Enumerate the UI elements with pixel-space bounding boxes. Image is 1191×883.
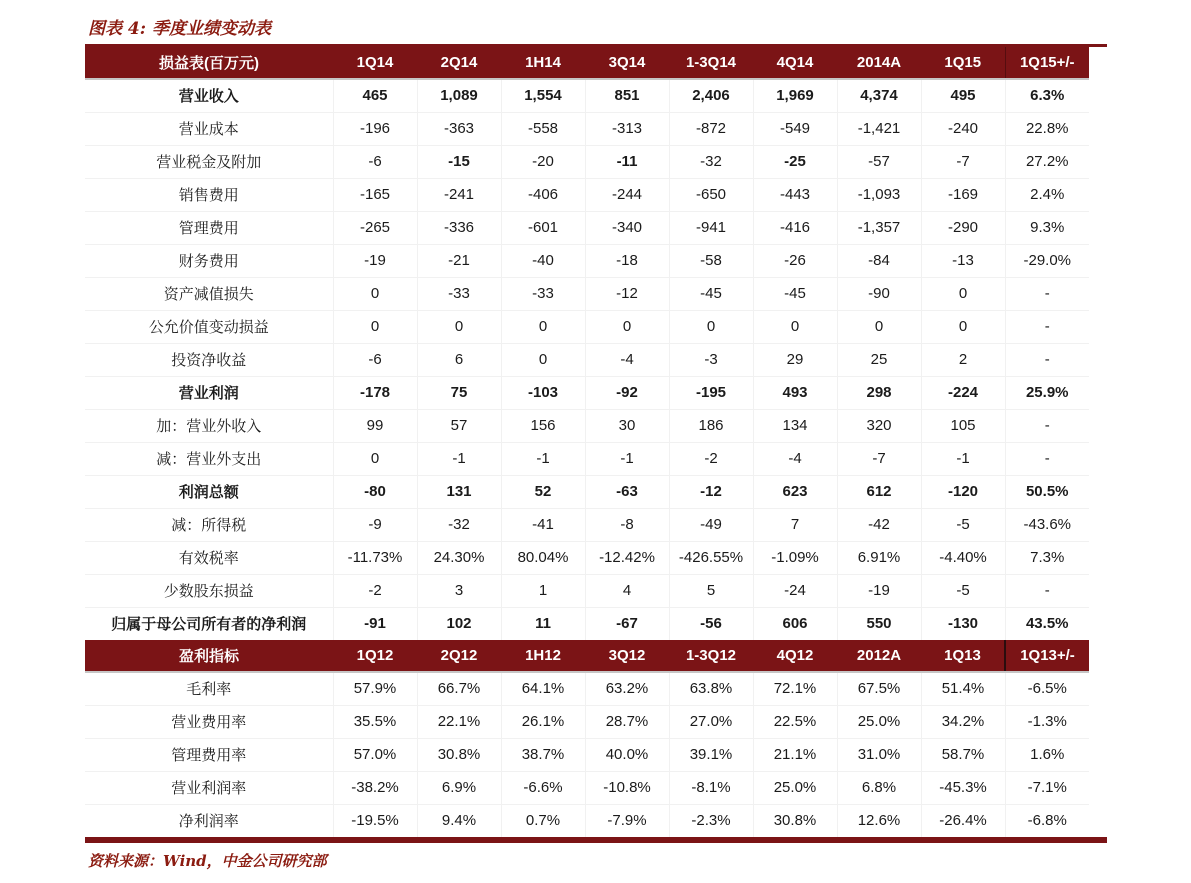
table-row	[85, 178, 1089, 211]
value-cell: -426.55%	[669, 541, 753, 574]
row-label: 加：营业外收入	[85, 409, 333, 442]
value-cell: -1,421	[837, 112, 921, 145]
table-row	[85, 574, 1089, 607]
value-cell: -32	[417, 508, 501, 541]
row-label: 净利润率	[85, 804, 333, 837]
value-cell: 2,406	[669, 79, 753, 112]
value-cell: -	[1005, 310, 1089, 343]
value-cell: -650	[669, 178, 753, 211]
source-note: 资料来源：Wind，中金公司研究部	[88, 852, 327, 870]
value-cell: -26.4%	[921, 804, 1005, 837]
value-cell: 30.8%	[753, 804, 837, 837]
value-cell: -2.3%	[669, 804, 753, 837]
value-cell: -165	[333, 178, 417, 211]
value-cell: -12	[585, 277, 669, 310]
value-cell: 26.1%	[501, 705, 585, 738]
value-cell: -1	[501, 442, 585, 475]
value-cell: -91	[333, 607, 417, 640]
value-cell: -57	[837, 145, 921, 178]
value-cell: 623	[753, 475, 837, 508]
table-row	[85, 79, 1089, 112]
table-row	[85, 508, 1089, 541]
value-cell: -6	[333, 145, 417, 178]
value-cell: -45.3%	[921, 771, 1005, 804]
table-row	[85, 343, 1089, 376]
value-cell: -241	[417, 178, 501, 211]
value-cell: 43.5%	[1005, 607, 1089, 640]
value-cell: -90	[837, 277, 921, 310]
value-cell: 6	[417, 343, 501, 376]
table-row	[85, 376, 1089, 409]
value-cell: -	[1005, 574, 1089, 607]
value-cell: -4.40%	[921, 541, 1005, 574]
value-cell: -224	[921, 376, 1005, 409]
value-cell: 0.7%	[501, 804, 585, 837]
value-cell: -63	[585, 475, 669, 508]
value-cell: -6.8%	[1005, 804, 1089, 837]
value-cell: 1.6%	[1005, 738, 1089, 771]
value-cell: -29.0%	[1005, 244, 1089, 277]
value-cell: -1	[921, 442, 1005, 475]
value-cell: -244	[585, 178, 669, 211]
value-cell: 0	[333, 310, 417, 343]
value-cell: -7	[921, 145, 1005, 178]
value-cell: -19	[333, 244, 417, 277]
value-cell: -416	[753, 211, 837, 244]
header-row	[85, 47, 1089, 79]
value-cell: 1,089	[417, 79, 501, 112]
value-cell: -549	[753, 112, 837, 145]
row-label: 资产减值损失	[85, 277, 333, 310]
value-cell: 39.1%	[669, 738, 753, 771]
value-cell: -8.1%	[669, 771, 753, 804]
value-cell: 58.7%	[921, 738, 1005, 771]
value-cell: -33	[501, 277, 585, 310]
value-cell: 99	[333, 409, 417, 442]
period-header: 1Q15	[921, 47, 1005, 79]
value-cell: -406	[501, 178, 585, 211]
value-cell: 25.9%	[1005, 376, 1089, 409]
value-cell: -3	[669, 343, 753, 376]
row-label: 销售费用	[85, 178, 333, 211]
period-header: 1-3Q12	[669, 640, 753, 672]
value-cell: 52	[501, 475, 585, 508]
value-cell: 7	[753, 508, 837, 541]
period-header: 1Q13+/-	[1005, 640, 1089, 672]
value-cell: -	[1005, 343, 1089, 376]
row-label: 减：所得税	[85, 508, 333, 541]
value-cell: -38.2%	[333, 771, 417, 804]
value-cell: 6.9%	[417, 771, 501, 804]
value-cell: -	[1005, 277, 1089, 310]
value-cell: -67	[585, 607, 669, 640]
value-cell: 3	[417, 574, 501, 607]
value-cell: -20	[501, 145, 585, 178]
value-cell: 12.6%	[837, 804, 921, 837]
row-label-header: 盈利指标	[85, 640, 333, 672]
period-header: 1Q15+/-	[1005, 47, 1089, 79]
row-label: 财务费用	[85, 244, 333, 277]
row-label: 管理费用率	[85, 738, 333, 771]
value-cell: -33	[417, 277, 501, 310]
period-header: 3Q14	[585, 47, 669, 79]
value-cell: 51.4%	[921, 672, 1005, 705]
value-cell: 21.1%	[753, 738, 837, 771]
value-cell: -49	[669, 508, 753, 541]
value-cell: -18	[585, 244, 669, 277]
value-cell: -196	[333, 112, 417, 145]
period-header: 2Q12	[417, 640, 501, 672]
row-label: 利润总额	[85, 475, 333, 508]
value-cell: 57.0%	[333, 738, 417, 771]
value-cell: 493	[753, 376, 837, 409]
value-cell: 495	[921, 79, 1005, 112]
value-cell: -2	[333, 574, 417, 607]
value-cell: 25.0%	[837, 705, 921, 738]
value-cell: 4	[585, 574, 669, 607]
table-row	[85, 607, 1089, 640]
value-cell: 24.30%	[417, 541, 501, 574]
value-cell: 34.2%	[921, 705, 1005, 738]
period-header: 2014A	[837, 47, 921, 79]
value-cell: 5	[669, 574, 753, 607]
value-cell: -	[1005, 409, 1089, 442]
value-cell: -40	[501, 244, 585, 277]
row-label: 管理费用	[85, 211, 333, 244]
value-cell: -558	[501, 112, 585, 145]
row-label: 营业成本	[85, 112, 333, 145]
value-cell: -872	[669, 112, 753, 145]
value-cell: 6.8%	[837, 771, 921, 804]
value-cell: -11.73%	[333, 541, 417, 574]
value-cell: 63.8%	[669, 672, 753, 705]
value-cell: 22.8%	[1005, 112, 1089, 145]
value-cell: 1	[501, 574, 585, 607]
value-cell: -178	[333, 376, 417, 409]
value-cell: 7.3%	[1005, 541, 1089, 574]
profit-metrics-table	[85, 640, 1089, 837]
value-cell: 1,554	[501, 79, 585, 112]
value-cell: 851	[585, 79, 669, 112]
value-cell: -	[1005, 442, 1089, 475]
period-header: 3Q12	[585, 640, 669, 672]
value-cell: -7	[837, 442, 921, 475]
row-label: 减：营业外支出	[85, 442, 333, 475]
bottom-rule	[85, 837, 1107, 843]
value-cell: -240	[921, 112, 1005, 145]
value-cell: -9	[333, 508, 417, 541]
value-cell: -1.3%	[1005, 705, 1089, 738]
value-cell: -2	[669, 442, 753, 475]
period-header: 4Q12	[753, 640, 837, 672]
table-row	[85, 738, 1089, 771]
value-cell: -12.42%	[585, 541, 669, 574]
value-cell: -45	[753, 277, 837, 310]
value-cell: -7.1%	[1005, 771, 1089, 804]
value-cell: -21	[417, 244, 501, 277]
period-header: 2Q14	[417, 47, 501, 79]
table-row	[85, 145, 1089, 178]
value-cell: 25.0%	[753, 771, 837, 804]
income-statement-table	[85, 47, 1089, 640]
figure-title: 图表 4: 季度业绩变动表	[88, 19, 271, 39]
table-row	[85, 112, 1089, 145]
value-cell: -941	[669, 211, 753, 244]
value-cell: -12	[669, 475, 753, 508]
value-cell: -103	[501, 376, 585, 409]
value-cell: 22.5%	[753, 705, 837, 738]
value-cell: -6	[333, 343, 417, 376]
value-cell: 22.1%	[417, 705, 501, 738]
value-cell: 64.1%	[501, 672, 585, 705]
value-cell: -4	[585, 343, 669, 376]
row-label: 营业收入	[178, 87, 239, 106]
value-cell: 0	[921, 277, 1005, 310]
value-cell: 38.7%	[501, 738, 585, 771]
value-cell: 606	[753, 607, 837, 640]
value-cell: 11	[501, 607, 585, 640]
value-cell: -26	[753, 244, 837, 277]
value-cell: -8	[585, 508, 669, 541]
value-cell: 25	[837, 343, 921, 376]
value-cell: 27.2%	[1005, 145, 1089, 178]
table-row	[85, 771, 1089, 804]
value-cell: -25	[753, 145, 837, 178]
value-cell: -13	[921, 244, 1005, 277]
value-cell: 186	[669, 409, 753, 442]
value-cell: 67.5%	[837, 672, 921, 705]
value-cell: 40.0%	[585, 738, 669, 771]
value-cell: -92	[585, 376, 669, 409]
value-cell: -340	[585, 211, 669, 244]
value-cell: 4,374	[837, 79, 921, 112]
value-cell: 66.7%	[417, 672, 501, 705]
header-row	[85, 640, 1089, 672]
value-cell: 50.5%	[1005, 475, 1089, 508]
value-cell: 0	[837, 310, 921, 343]
value-cell: -313	[585, 112, 669, 145]
period-header: 1Q12	[333, 640, 417, 672]
value-cell: 320	[837, 409, 921, 442]
value-cell: -19.5%	[333, 804, 417, 837]
value-cell: 0	[333, 442, 417, 475]
value-cell: 0	[921, 310, 1005, 343]
value-cell: 612	[837, 475, 921, 508]
value-cell: 0	[585, 310, 669, 343]
value-cell: -41	[501, 508, 585, 541]
period-header: 1H12	[501, 640, 585, 672]
row-label: 毛利率	[186, 680, 232, 699]
value-cell: 72.1%	[753, 672, 837, 705]
row-label: 营业费用率	[85, 705, 333, 738]
value-cell: -7.9%	[585, 804, 669, 837]
table-row	[85, 310, 1089, 343]
value-cell: 2.4%	[1005, 178, 1089, 211]
period-header: 1Q13	[921, 640, 1005, 672]
table-row	[85, 672, 1089, 705]
value-cell: -43.6%	[1005, 508, 1089, 541]
value-cell: -15	[417, 145, 501, 178]
value-cell: 156	[501, 409, 585, 442]
row-label: 公允价值变动损益	[85, 310, 333, 343]
value-cell: -363	[417, 112, 501, 145]
value-cell: 6.91%	[837, 541, 921, 574]
value-cell: -169	[921, 178, 1005, 211]
value-cell: -84	[837, 244, 921, 277]
value-cell: 105	[921, 409, 1005, 442]
value-cell: -56	[669, 607, 753, 640]
row-label-header: 损益表(百万元)	[85, 47, 333, 79]
value-cell: -1.09%	[753, 541, 837, 574]
value-cell: -5	[921, 508, 1005, 541]
value-cell: 0	[417, 310, 501, 343]
table-row	[85, 277, 1089, 310]
value-cell: 0	[501, 343, 585, 376]
value-cell: 9.3%	[1005, 211, 1089, 244]
value-cell: -290	[921, 211, 1005, 244]
value-cell: 57	[417, 409, 501, 442]
value-cell: 31.0%	[837, 738, 921, 771]
value-cell: -265	[333, 211, 417, 244]
table-row	[85, 804, 1089, 837]
row-label: 少数股东损益	[85, 574, 333, 607]
value-cell: 0	[753, 310, 837, 343]
row-label: 投资净收益	[85, 343, 333, 376]
value-cell: -4	[753, 442, 837, 475]
value-cell: -1	[417, 442, 501, 475]
value-cell: -130	[921, 607, 1005, 640]
row-label: 营业利润	[85, 376, 333, 409]
value-cell: -443	[753, 178, 837, 211]
value-cell: 27.0%	[669, 705, 753, 738]
value-cell: -42	[837, 508, 921, 541]
tables	[0, 47, 1191, 837]
value-cell: -11	[585, 145, 669, 178]
value-cell: 35.5%	[333, 705, 417, 738]
value-cell: -32	[669, 145, 753, 178]
value-cell: 131	[417, 475, 501, 508]
table-row	[85, 541, 1089, 574]
value-cell: 30	[585, 409, 669, 442]
value-cell: -5	[921, 574, 1005, 607]
value-cell: 2	[921, 343, 1005, 376]
value-cell: -120	[921, 475, 1005, 508]
value-cell: -80	[333, 475, 417, 508]
row-label: 营业税金及附加	[85, 145, 333, 178]
value-cell: 57.9%	[333, 672, 417, 705]
table-row	[85, 442, 1089, 475]
value-cell: -6.6%	[501, 771, 585, 804]
value-cell: -45	[669, 277, 753, 310]
value-cell: 63.2%	[585, 672, 669, 705]
value-cell: 465	[333, 79, 417, 112]
value-cell: -195	[669, 376, 753, 409]
value-cell: -601	[501, 211, 585, 244]
value-cell: 80.04%	[501, 541, 585, 574]
value-cell: 550	[837, 607, 921, 640]
value-cell: 28.7%	[585, 705, 669, 738]
value-cell: -19	[837, 574, 921, 607]
period-header: 1-3Q14	[669, 47, 753, 79]
value-cell: 75	[417, 376, 501, 409]
table-row	[85, 409, 1089, 442]
value-cell: -336	[417, 211, 501, 244]
value-cell: -1,357	[837, 211, 921, 244]
period-header: 4Q14	[753, 47, 837, 79]
row-label: 营业利润率	[85, 771, 333, 804]
value-cell: -58	[669, 244, 753, 277]
value-cell: 134	[753, 409, 837, 442]
value-cell: 102	[417, 607, 501, 640]
value-cell: 0	[501, 310, 585, 343]
value-cell: -24	[753, 574, 837, 607]
value-cell: 6.3%	[1005, 79, 1089, 112]
value-cell: 1,969	[753, 79, 837, 112]
value-cell: 298	[837, 376, 921, 409]
row-label: 归属于母公司所有者的净利润	[85, 607, 333, 640]
period-header: 2012A	[837, 640, 921, 672]
value-cell: -1	[585, 442, 669, 475]
value-cell: -6.5%	[1005, 672, 1089, 705]
period-header: 1H14	[501, 47, 585, 79]
value-cell: 29	[753, 343, 837, 376]
table-row	[85, 244, 1089, 277]
value-cell: 30.8%	[417, 738, 501, 771]
value-cell: 9.4%	[417, 804, 501, 837]
table-row	[85, 705, 1089, 738]
value-cell: 0	[669, 310, 753, 343]
period-header: 1Q14	[333, 47, 417, 79]
table-row	[85, 475, 1089, 508]
table-row	[85, 211, 1089, 244]
value-cell: 0	[333, 277, 417, 310]
row-label: 有效税率	[85, 541, 333, 574]
value-cell: -10.8%	[585, 771, 669, 804]
value-cell: -1,093	[837, 178, 921, 211]
